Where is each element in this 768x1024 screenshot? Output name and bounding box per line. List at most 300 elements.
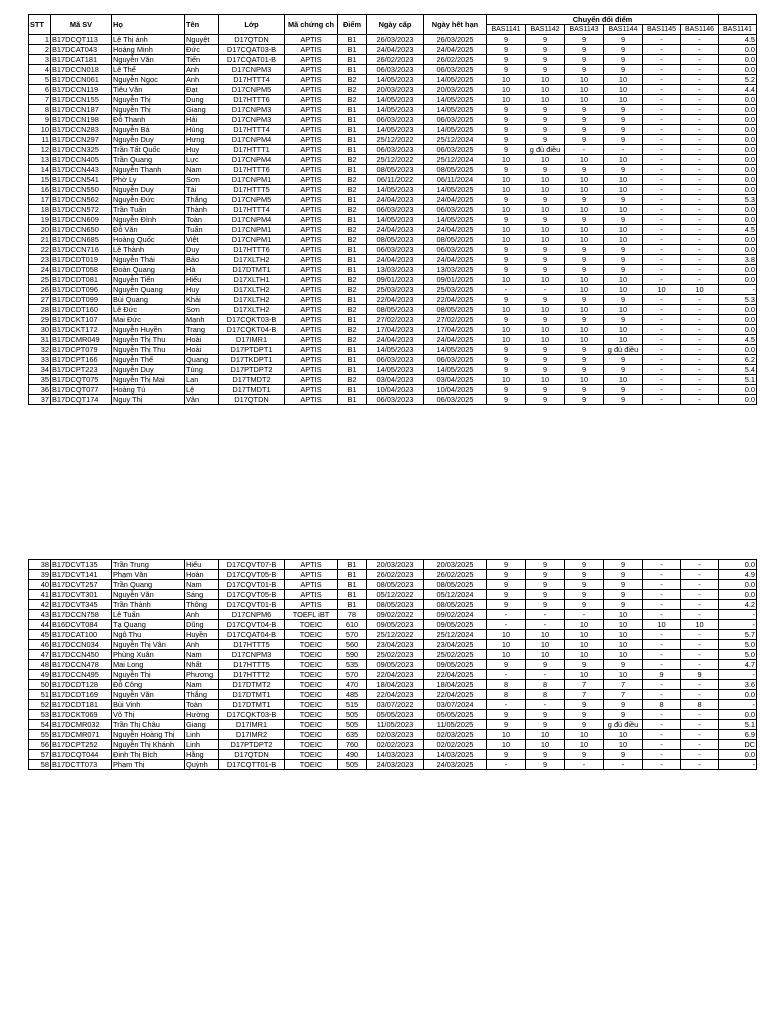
table-row [29,580,757,590]
cell-bas1142: 10 [526,185,565,195]
cell-bas1145: - [643,235,681,245]
cell-ten: Hưng [185,135,219,145]
cell-bas1143: 10 [565,640,604,650]
cell-diem: 535 [338,660,367,670]
cell-ma-sv: B17DCCN650 [51,225,112,235]
cell-ho: Tạ Quang [112,620,185,630]
cell-bas1142: 9 [526,215,565,225]
table-row [29,660,757,670]
cell-ngay-het-han: 24/04/2025 [424,195,487,205]
cell-bas1141: 9 [487,35,526,45]
cell-ma-sv: B17DCKT107 [51,315,112,325]
cell-lop: D17XLTH2 [219,295,285,305]
cell-ma-chung-chi: APTIS [285,225,338,235]
cell-bas1145: - [643,315,681,325]
cell-ho: Tiêu Văn [112,85,185,95]
cell-diem: 760 [338,740,367,750]
cell-ngay-het-han: 14/05/2025 [424,125,487,135]
cell-bas1145: - [643,395,681,405]
cell-bas1143: 9 [565,720,604,730]
cell-lop: D17HTTT6 [219,95,285,105]
cell-ma-sv: B17DCDT058 [51,265,112,275]
cell-bas1143: 10 [565,305,604,315]
cell-lop: D17HTTT4 [219,75,285,85]
cell-bas1141: 10 [487,225,526,235]
cell-bas1146: - [681,660,719,670]
cell-bas1146: 10 [681,620,719,630]
cell-bas1144: 10 [604,175,643,185]
cell-bas1141: - [487,620,526,630]
cell-stt: 46 [29,640,51,650]
cell-ho: Nguyễn Hoàng Thị [112,730,185,740]
cell-ngay-het-han: 24/04/2025 [424,45,487,55]
cell-bas1146: - [681,35,719,45]
cell-ma-chung-chi: APTIS [285,355,338,365]
cell-bas1141: 9 [487,660,526,670]
cell-ma-sv: B17DCCN297 [51,135,112,145]
table-row [29,760,757,770]
cell-ten: Tiến [185,55,219,65]
cell-bas1145: - [643,630,681,640]
cell-ngay-cap: 14/05/2023 [367,215,424,225]
table-row [29,155,757,165]
cell-bas1145: - [643,105,681,115]
cell-stt: 33 [29,355,51,365]
cell-bas1142: 9 [526,65,565,75]
cell-bas1141-total: 0.0 [719,750,757,760]
cell-ma-chung-chi: APTIS [285,215,338,225]
cell-ngay-cap: 05/12/2022 [367,590,424,600]
cell-ngay-het-han: 14/05/2025 [424,215,487,225]
cell-bas1145: - [643,325,681,335]
cell-bas1146: - [681,135,719,145]
cell-bas1142: 9 [526,580,565,590]
cell-lop: D17CNPM5 [219,85,285,95]
cell-ho: Bùi Quang [112,295,185,305]
cell-ten: Nhất [185,660,219,670]
cell-bas1145: - [643,335,681,345]
cell-ten: Toàn [185,215,219,225]
cell-stt: 23 [29,255,51,265]
cell-bas1145: - [643,355,681,365]
cell-bas1142: 9 [526,720,565,730]
cell-ho: Lê Tuấn [112,610,185,620]
cell-bas1145: - [643,590,681,600]
cell-ngay-cap: 09/05/2023 [367,620,424,630]
cell-bas1144: 10 [604,630,643,640]
cell-bas1141-total: 5.2 [719,75,757,85]
cell-bas1142: - [526,610,565,620]
cell-lop: D17CQAT03-B [219,45,285,55]
table-row [29,235,757,245]
cell-bas1146: 8 [681,700,719,710]
cell-bas1141: 9 [487,115,526,125]
cell-ho: Trần Quang [112,155,185,165]
cell-bas1146: - [681,215,719,225]
cell-ma-sv: B17DCAT181 [51,55,112,65]
cell-ho: Nguyễn Duy [112,365,185,375]
cell-ngay-cap: 06/03/2023 [367,205,424,215]
cell-bas1141-total: 0.0 [719,345,757,355]
cell-ngay-het-han: 09/05/2025 [424,620,487,630]
cell-ma-sv: B17DCCN198 [51,115,112,125]
cell-diem: B2 [338,175,367,185]
cell-diem: B1 [338,115,367,125]
cell-diem: B1 [338,145,367,155]
cell-ho: Nguyễn Đình [112,215,185,225]
table-row [29,700,757,710]
col-ma-sv: Mã SV [51,15,112,35]
cell-diem: B2 [338,275,367,285]
cell-bas1141: 10 [487,335,526,345]
cell-ten: Hiếu [185,275,219,285]
cell-bas1143: 9 [565,255,604,265]
cell-bas1146: - [681,750,719,760]
cell-bas1142: 10 [526,740,565,750]
cell-ten: Bảo [185,255,219,265]
cell-stt: 24 [29,265,51,275]
cell-bas1146: - [681,95,719,105]
cell-bas1141-total: 0.0 [719,245,757,255]
cell-stt: 11 [29,135,51,145]
table-row [29,35,757,45]
cell-bas1142: 10 [526,225,565,235]
cell-ma-sv: B17DCCN283 [51,125,112,135]
cell-lop: D17CQKT04-B [219,325,285,335]
cell-stt: 54 [29,720,51,730]
cell-lop: D17DTMT1 [219,690,285,700]
cell-bas1145: - [643,45,681,55]
cell-ten: Đức [185,45,219,55]
cell-ma-sv: B17DCCN325 [51,145,112,155]
cell-bas1141: 10 [487,305,526,315]
table-row [29,750,757,760]
table-row [29,610,757,620]
cell-bas1146: - [681,570,719,580]
cell-bas1144: 10 [604,205,643,215]
cell-bas1146: - [681,165,719,175]
cell-ngay-het-han: 08/05/2025 [424,165,487,175]
cell-ngay-cap: 23/04/2023 [367,640,424,650]
cell-ngay-het-han: 14/05/2025 [424,365,487,375]
cell-ho: Trần Trung [112,560,185,570]
cell-ngay-het-han: 06/03/2025 [424,395,487,405]
cell-ma-sv: B17DCCN443 [51,165,112,175]
cell-bas1141-total: 0.0 [719,215,757,225]
cell-bas1141: 9 [487,55,526,65]
cell-ho: Võ Thị [112,710,185,720]
cell-bas1141: 10 [487,325,526,335]
cell-bas1143: 10 [565,335,604,345]
cell-ho: Nguyễn Văn [112,690,185,700]
cell-bas1146: - [681,580,719,590]
cell-bas1141-total: 5.3 [719,295,757,305]
cell-ho: Đỗ Văn [112,225,185,235]
cell-bas1143: 10 [565,185,604,195]
cell-ma-chung-chi: APTIS [285,600,338,610]
cell-ten: Duy [185,245,219,255]
cell-bas1143: 7 [565,690,604,700]
cell-bas1141: 10 [487,650,526,660]
cell-ngay-het-han: 10/04/2025 [424,385,487,395]
cell-ten: Tùng [185,365,219,375]
cell-bas1145: - [643,295,681,305]
cell-diem: B2 [338,155,367,165]
cell-bas1144: 7 [604,690,643,700]
col-diem: Điểm [338,15,367,35]
cell-stt: 57 [29,750,51,760]
cell-bas1141: 9 [487,45,526,55]
cell-bas1143: 9 [565,385,604,395]
col-lop: Lớp [219,15,285,35]
cell-lop: D17PTDPT2 [219,365,285,375]
cell-bas1143: 10 [565,205,604,215]
cell-ngay-cap: 24/04/2023 [367,195,424,205]
cell-ngay-cap: 22/04/2023 [367,295,424,305]
header-row [29,15,757,25]
cell-bas1141-total: 5.4 [719,365,757,375]
cell-diem: B1 [338,590,367,600]
cell-ho: Bùi Vinh [112,700,185,710]
cell-bas1141: 9 [487,385,526,395]
cell-bas1141-total: 0.0 [719,95,757,105]
cell-lop: D17CQKT03-B [219,315,285,325]
cell-ma-sv: B17DCQT113 [51,35,112,45]
cell-diem: B2 [338,185,367,195]
cell-bas1141-total: 0.0 [719,165,757,175]
cell-bas1142: 9 [526,125,565,135]
cell-ngay-het-han: 05/12/2024 [424,590,487,600]
cell-bas1145: - [643,600,681,610]
cell-ma-sv: B17DCCN478 [51,660,112,670]
cell-bas1141-total: 0.0 [719,145,757,155]
cell-bas1142: 9 [526,115,565,125]
cell-diem: 515 [338,700,367,710]
cell-bas1144: 7 [604,680,643,690]
cell-bas1143: 10 [565,95,604,105]
cell-diem: 78 [338,610,367,620]
cell-bas1146: - [681,680,719,690]
cell-lop: D17QTDN [219,395,285,405]
table-row [29,265,757,275]
cell-lop: D17HTTT6 [219,165,285,175]
cell-diem: B1 [338,570,367,580]
cell-bas1142: - [526,670,565,680]
cell-ten: Nam [185,650,219,660]
cell-bas1146: - [681,325,719,335]
cell-bas1141: 9 [487,345,526,355]
cell-bas1142: 9 [526,660,565,670]
cell-lop: D17CNPM3 [219,115,285,125]
cell-bas1145: - [643,95,681,105]
cell-ngay-cap: 25/03/2023 [367,285,424,295]
score-table-part2 [28,559,757,770]
cell-bas1141-total: 0.0 [719,205,757,215]
cell-bas1145: - [643,185,681,195]
cell-bas1145: - [643,255,681,265]
cell-bas1144: 10 [604,670,643,680]
cell-bas1141: 9 [487,355,526,365]
cell-bas1144: 9 [604,115,643,125]
cell-stt: 37 [29,395,51,405]
cell-bas1141-total: 0.0 [719,395,757,405]
cell-bas1146: - [681,235,719,245]
cell-ngay-het-han: 27/02/2025 [424,315,487,325]
cell-ma-chung-chi: APTIS [285,335,338,345]
cell-ngay-het-han: 06/03/2025 [424,115,487,125]
cell-bas1146: - [681,85,719,95]
cell-ho: Mai Đức [112,315,185,325]
cell-bas1144: 9 [604,385,643,395]
table-row [29,55,757,65]
table-row [29,205,757,215]
cell-bas1141: 10 [487,175,526,185]
cell-bas1141: 10 [487,235,526,245]
cell-ho: Nguyễn Bá [112,125,185,135]
cell-ngay-cap: 08/05/2023 [367,600,424,610]
cell-stt: 51 [29,690,51,700]
cell-bas1142: 9 [526,590,565,600]
table-row [29,245,757,255]
cell-stt: 9 [29,115,51,125]
cell-bas1145: - [643,690,681,700]
cell-ma-chung-chi: APTIS [285,235,338,245]
cell-ngay-het-han: 11/05/2025 [424,720,487,730]
cell-ma-sv: B17DCDT160 [51,305,112,315]
cell-bas1146: - [681,115,719,125]
cell-ngay-het-han: 09/05/2025 [424,660,487,670]
cell-bas1143: 9 [565,560,604,570]
cell-diem: B2 [338,85,367,95]
cell-bas1141-total: 0.0 [719,55,757,65]
cell-bas1145: - [643,175,681,185]
cell-ngay-het-han: 24/04/2025 [424,255,487,265]
cell-bas1142: 8 [526,680,565,690]
cell-ten: Khải [185,295,219,305]
cell-diem: B1 [338,580,367,590]
cell-ngay-cap: 25/12/2022 [367,630,424,640]
cell-lop: D17XLTH2 [219,285,285,295]
cell-ngay-het-han: 20/03/2025 [424,85,487,95]
cell-diem: 570 [338,630,367,640]
cell-ma-chung-chi: APTIS [285,375,338,385]
cell-ngay-het-han: 25/02/2025 [424,650,487,660]
cell-ho: Nguyễn Thị [112,95,185,105]
cell-bas1146: - [681,690,719,700]
cell-bas1142: 10 [526,235,565,245]
cell-ngay-het-han: 26/02/2025 [424,570,487,580]
cell-bas1141-total: 0.0 [719,305,757,315]
cell-ngay-het-han: 02/03/2025 [424,730,487,740]
cell-bas1143: 9 [565,355,604,365]
cell-bas1145: - [643,125,681,135]
cell-bas1146: 10 [681,285,719,295]
cell-bas1145: - [643,145,681,155]
cell-bas1141-total: 0.0 [719,315,757,325]
cell-stt: 8 [29,105,51,115]
cell-bas1142: 9 [526,345,565,355]
cell-ngay-het-han: 06/03/2025 [424,145,487,155]
cell-diem: B1 [338,315,367,325]
cell-bas1141: - [487,285,526,295]
cell-stt: 30 [29,325,51,335]
cell-bas1141-total: - [719,285,757,295]
cell-ma-chung-chi: TOEIC [285,630,338,640]
col-ma-chung-chi: Mã chứng ch [285,15,338,35]
cell-ma-sv: B17DCCN450 [51,650,112,660]
cell-ma-chung-chi: APTIS [285,95,338,105]
cell-bas1144: 9 [604,560,643,570]
cell-bas1141-total: 0.0 [719,115,757,125]
cell-ten: Dũng [185,620,219,630]
subject-header-cell: BAS1146 [681,25,719,35]
cell-bas1141: 9 [487,710,526,720]
cell-bas1141: 10 [487,375,526,385]
cell-bas1141: 9 [487,145,526,155]
cell-ma-sv: B17DCCN187 [51,105,112,115]
cell-stt: 44 [29,620,51,630]
cell-ho: Nguyễn Đức [112,195,185,205]
cell-ngay-het-han: 22/04/2025 [424,295,487,305]
cell-diem: B1 [338,365,367,375]
cell-diem: B1 [338,195,367,205]
cell-ma-sv: B17DCPT223 [51,365,112,375]
cell-bas1142: 10 [526,95,565,105]
cell-ngay-cap: 11/05/2023 [367,720,424,730]
cell-bas1143: 10 [565,225,604,235]
cell-stt: 6 [29,85,51,95]
cell-ten: Thành [185,205,219,215]
cell-bas1146: - [681,610,719,620]
cell-diem: B1 [338,55,367,65]
table-row [29,720,757,730]
cell-lop: D17IMR1 [219,720,285,730]
cell-ten: Anh [185,640,219,650]
cell-bas1143: - [565,610,604,620]
cell-bas1144: 9 [604,700,643,710]
cell-lop: D17TMDT1 [219,385,285,395]
table-row [29,740,757,750]
cell-lop: D17HTTT5 [219,640,285,650]
table-row [29,295,757,305]
cell-diem: B2 [338,285,367,295]
cell-bas1145: - [643,385,681,395]
cell-bas1142: 8 [526,690,565,700]
cell-ten: Anh [185,75,219,85]
cell-bas1146: - [681,125,719,135]
cell-ngay-cap: 05/05/2023 [367,710,424,720]
cell-bas1144: 9 [604,315,643,325]
cell-diem: 635 [338,730,367,740]
cell-ngay-cap: 24/04/2023 [367,255,424,265]
cell-bas1141: 10 [487,275,526,285]
cell-bas1146: - [681,155,719,165]
cell-ngay-cap: 14/05/2023 [367,75,424,85]
cell-lop: D17HTTT5 [219,660,285,670]
cell-ma-chung-chi: APTIS [285,285,338,295]
cell-ten: Thắng [185,690,219,700]
cell-ma-sv: B17DCCN562 [51,195,112,205]
cell-stt: 16 [29,185,51,195]
cell-ten: Hường [185,710,219,720]
cell-bas1145: - [643,305,681,315]
cell-bas1145: 10 [643,620,681,630]
cell-bas1141: 9 [487,315,526,325]
cell-bas1146: - [681,590,719,600]
cell-ten: Sơn [185,175,219,185]
cell-ten: Anh [185,65,219,75]
cell-diem: B2 [338,75,367,85]
